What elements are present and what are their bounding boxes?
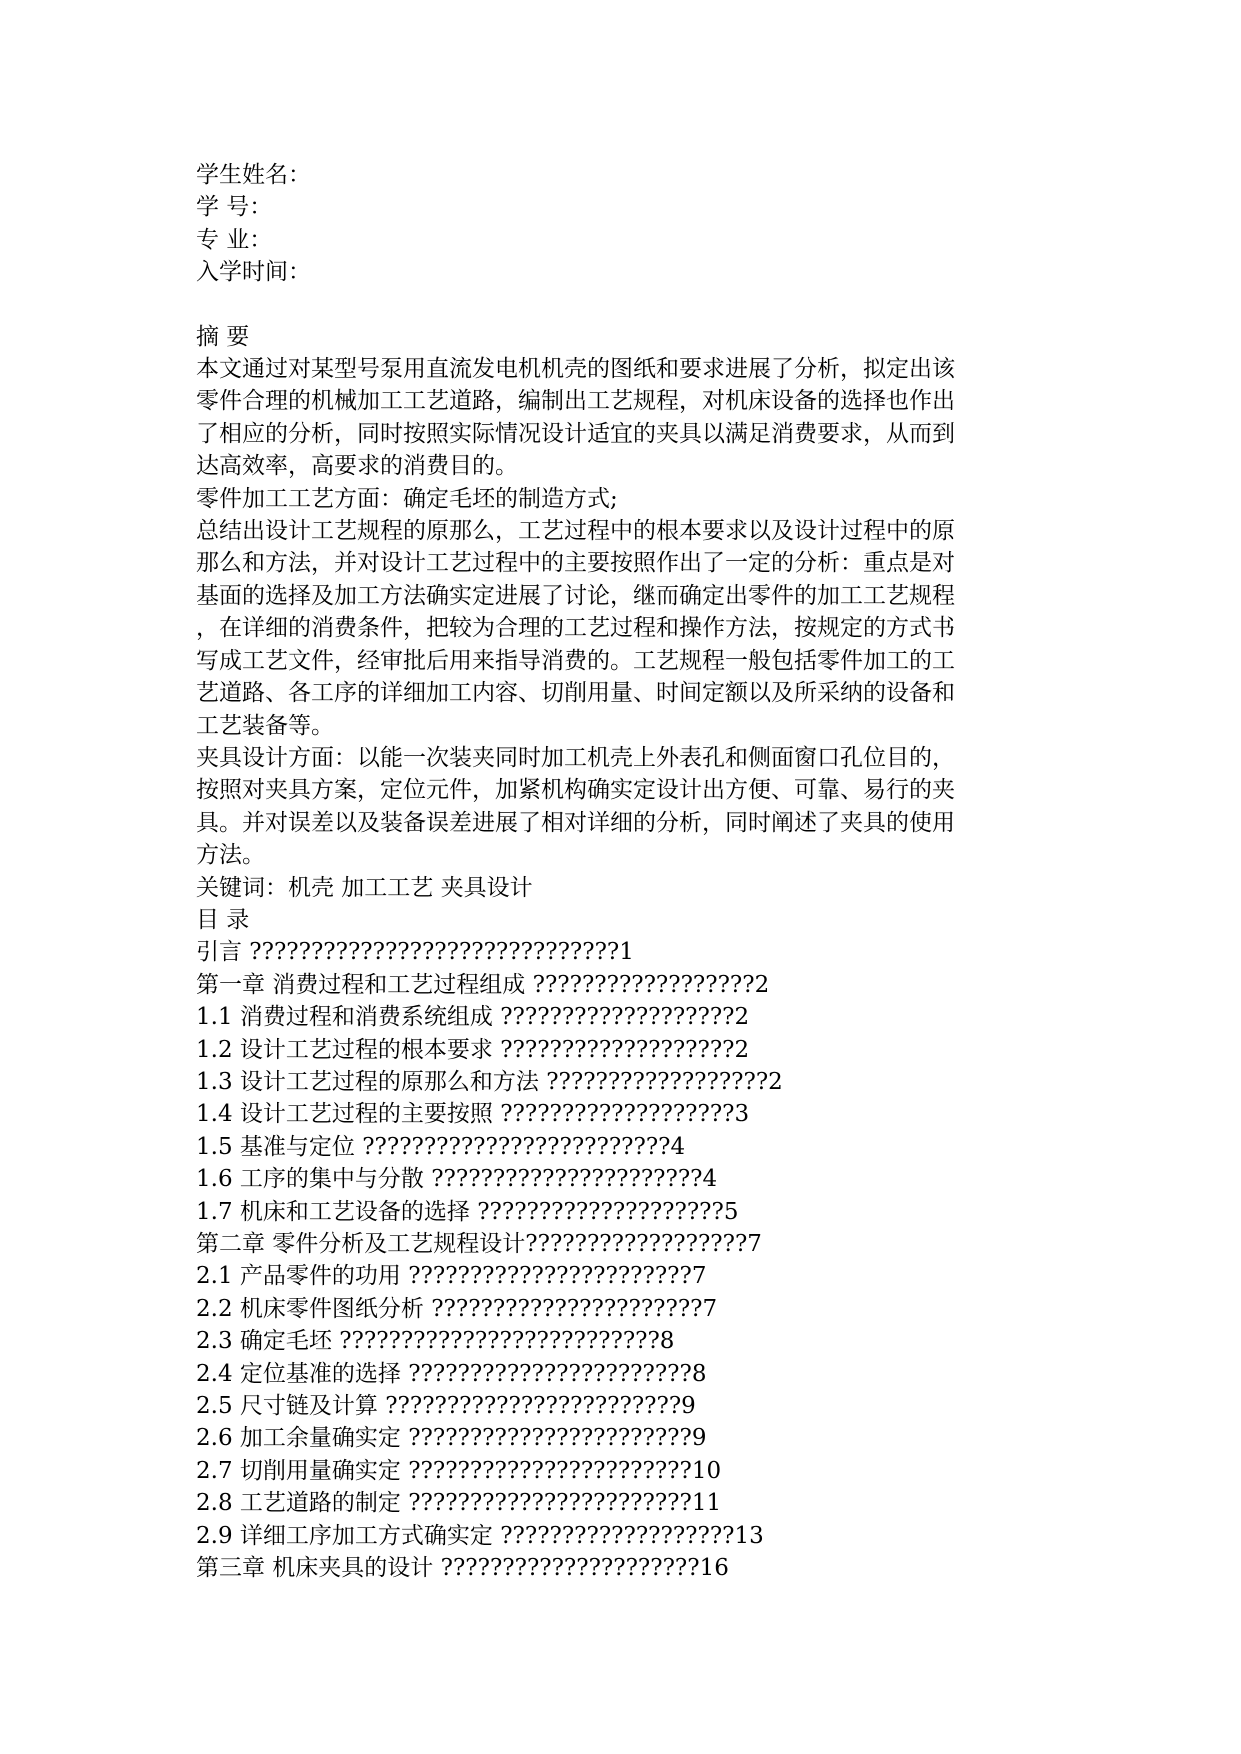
toc-entry: 第三章 机床夹具的设计 ?????????????????????16 xyxy=(196,1555,729,1582)
toc-entry: 第二章 零件分析及工艺规程设计??????????????????7 xyxy=(196,1231,762,1257)
toc-entry: 1.4 设计工艺过程的主要按照 ???????????????????3 xyxy=(196,1101,750,1128)
toc-entry: 2.2 机床零件图纸分析 ??????????????????????7 xyxy=(196,1295,718,1322)
toc-heading: 目 录 xyxy=(196,906,250,933)
toc-entry: 1.3 设计工艺过程的原那么和方法 ??????????????????2 xyxy=(196,1068,783,1095)
text-line: 达高效率，高要求的消费目的。 xyxy=(196,453,518,480)
abstract-paragraph-4 xyxy=(196,742,1056,872)
toc-entry: 2.6 加工余量确实定 ???????????????????????9 xyxy=(196,1425,707,1452)
toc-entry: 2.8 工艺道路的制定 ???????????????????????11 xyxy=(196,1490,722,1517)
text-line: 那么和方法，并对设计工艺过程中的主要按照作出了一定的分析：重点是对 xyxy=(196,550,955,577)
abstract-paragraph-3 xyxy=(196,515,1056,742)
toc-entry: 2.4 定位基准的选择 ???????????????????????8 xyxy=(196,1360,707,1387)
text-line: 艺道路、各工序的详细加工内容、切削用量、时间定额以及所采纳的设备和 xyxy=(196,680,955,707)
abstract-heading: 摘 要 xyxy=(196,323,250,350)
toc-entry: 1.5 基准与定位 ?????????????????????????4 xyxy=(196,1133,686,1160)
text-line: 了相应的分析，同时按照实际情况设计适宜的夹具以满足消费要求，从而到 xyxy=(196,420,955,447)
toc-entry: 第一章 消费过程和工艺过程组成 ??????????????????2 xyxy=(196,971,770,998)
major-label: 专 业： xyxy=(196,226,273,253)
abstract-paragraph-2: 零件加工工艺方面：确定毛坯的制造方式; xyxy=(196,485,618,512)
abstract-paragraph-1 xyxy=(196,353,1056,483)
toc-entry: 1.2 设计工艺过程的根本要求 ???????????????????2 xyxy=(196,1036,750,1063)
student-id-label: 学 号： xyxy=(196,194,273,221)
toc-entry: 1.6 工序的集中与分散 ??????????????????????4 xyxy=(196,1166,718,1193)
text-line: 本文通过对某型号泵用直流发电机机壳的图纸和要求进展了分析，拟定出该 xyxy=(196,356,955,383)
enrollment-time-label: 入学时间： xyxy=(196,259,311,286)
text-line: ，在详细的消费条件，把较为合理的工艺过程和操作方法，按规定的方式书 xyxy=(196,615,955,642)
toc-entry: 2.7 切削用量确实定 ???????????????????????10 xyxy=(196,1457,722,1484)
student-name-label: 学生姓名： xyxy=(196,162,311,188)
toc-entry: 2.1 产品零件的功用 ???????????????????????7 xyxy=(196,1263,707,1290)
text-line: 方法。 xyxy=(196,842,265,869)
toc-entry: 2.9 详细工序加工方式确实定 ???????????????????13 xyxy=(196,1522,764,1549)
toc-entry: 1.1 消费过程和消费系统组成 ???????????????????2 xyxy=(196,1004,750,1031)
text-line: 总结出设计工艺规程的原那么，工艺过程中的根本要求以及设计过程中的原 xyxy=(196,518,955,545)
keywords-line: 关键词：机壳 加工工艺 夹具设计 xyxy=(196,874,533,901)
text-line: 按照对夹具方案，定位元件，加紧机构确实定设计出方便、可靠、易行的夹 xyxy=(196,777,955,804)
text-line: 具。并对误差以及装备误差进展了相对详细的分析，同时阐述了夹具的使用 xyxy=(196,809,955,836)
spacer xyxy=(196,289,1056,321)
text-line: 基面的选择及加工方法确实定进展了讨论，继而确定出零件的加工工艺规程 xyxy=(196,582,955,609)
text-line: 工艺装备等。 xyxy=(196,712,334,739)
toc-entry: 2.5 尺寸链及计算 ????????????????????????9 xyxy=(196,1393,696,1420)
toc-entry: 2.3 确定毛坯 ??????????????????????????8 xyxy=(196,1328,675,1355)
text-line: 零件合理的机械加工工艺道路，编制出工艺规程，对机床设备的选择也作出 xyxy=(196,388,955,415)
text-line: 写成工艺文件，经审批后用来指导消费的。工艺规程一般包括零件加工的工 xyxy=(196,647,955,674)
toc-entry: 1.7 机床和工艺设备的选择 ????????????????????5 xyxy=(196,1198,739,1225)
text-line: 夹具设计方面：以能一次装夹同时加工机壳上外表孔和侧面窗口孔位目的， xyxy=(196,744,955,771)
toc-entry: 引言 ??????????????????????????????1 xyxy=(196,939,634,966)
toc-list xyxy=(196,936,1056,1584)
document-page xyxy=(196,159,1056,1584)
